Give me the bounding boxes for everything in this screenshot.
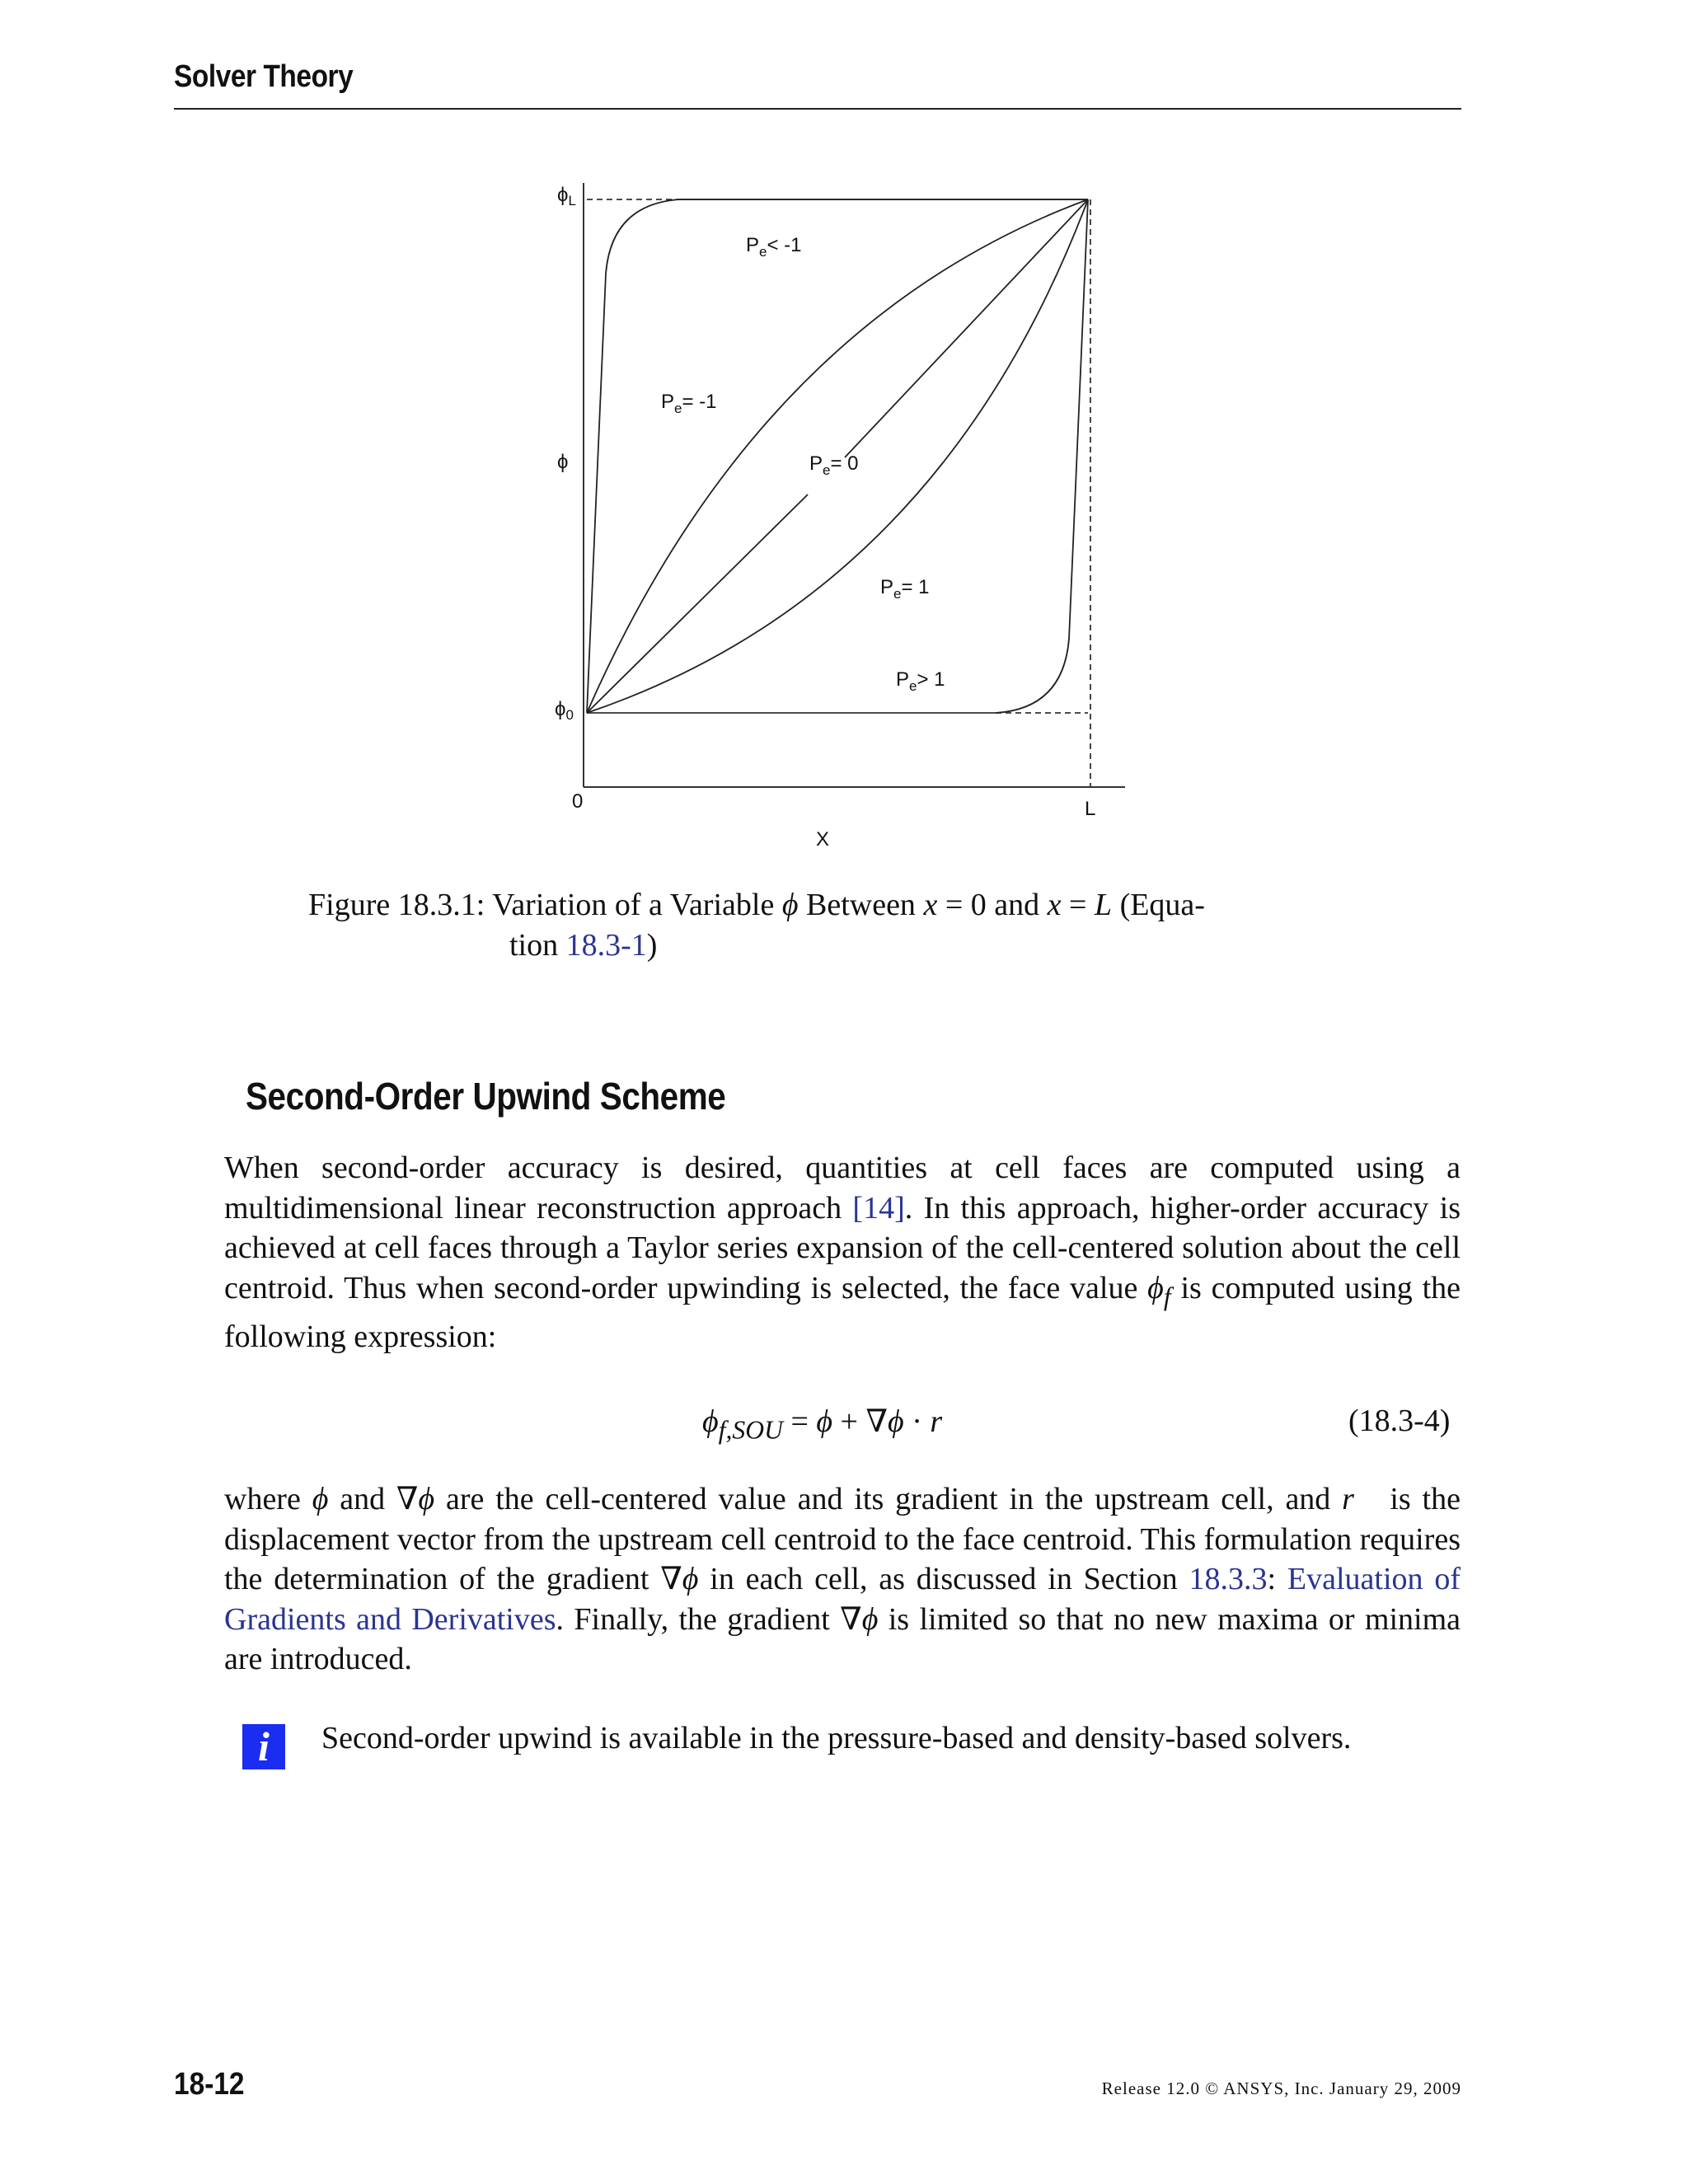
phi-label: ϕ (557, 451, 569, 473)
pe-minus-1-label: $P_e= -1$ (661, 391, 717, 416)
citation-link[interactable]: [14] (852, 1190, 905, 1226)
pe-less-than-minus-1-label: $P_e< -1$ (746, 234, 802, 260)
equation-number: (18.3-4) (1348, 1404, 1451, 1438)
phi-0-label: $\phi_0$ (555, 698, 574, 723)
curve-pe-zero-upper (845, 199, 1088, 457)
curve-labels (661, 234, 945, 694)
section-link-number[interactable]: 18.3.3 (1189, 1562, 1268, 1596)
x-axis-labels (572, 790, 1095, 851)
phi-variation-figure (528, 165, 1170, 865)
pe-greater-than-1-label: $P_e> 1$ (896, 668, 945, 694)
running-head: Solver Theory (174, 59, 354, 94)
equation-link[interactable]: 18.3-1 (565, 928, 647, 963)
pe-zero-label: $P_e= 0$ (809, 452, 859, 478)
note-text: Second-order upwind is available in the pressure-based and density-based solvers. (321, 1721, 1352, 1755)
phi-L-label: $\phi_L$ (557, 184, 576, 209)
guide-lines (587, 199, 1090, 787)
info-icon: i (242, 1724, 285, 1769)
header-rule (174, 108, 1461, 110)
figure-caption-line-1: Figure 18.3.1: Variation of a Variable ϕ Between x = 0 and x = L (Equa- (308, 888, 1205, 922)
x-tick-zero: 0 (572, 790, 584, 813)
footer-release: Release 12.0 © ANSYS, Inc. January 29, 2009 (1101, 2079, 1461, 2098)
x-axis-label: X (816, 828, 830, 851)
section-link-title[interactable]: Evaluation of Gradients and Derivatives (224, 1562, 1461, 1637)
curve-pe-greater-than-1 (996, 199, 1088, 713)
section-title: Second-Order Upwind Scheme (246, 1075, 726, 1118)
y-axis-labels (555, 184, 576, 723)
pe-plus-1-label: $P_e= 1$ (880, 576, 930, 602)
paragraph-where: where ϕ and ∇ϕ are the cell-centered value and its gradient in the upstream cell, and r⃗ is the displacement vector from the upstream cell centroid to the face centroid. This formulation requires the determination of the gradient ∇ϕ in each cell, as discussed in Section 18.3.3: Evaluation of Gradients and Derivatives. Finally, the gradient ∇ϕ is limited so that no new maxima or minima are introduced. (224, 1482, 1461, 1676)
paragraph-second-order: When second-order accuracy is desired, quantities at cell faces are computed using a multidimensional linear reconstruction approach [14]. In this approach, higher-order accuracy is achieved at cell faces through a Taylor series expansion of the cell-centered solution about the cell centroid. Thus when second-order upwinding is selected, the face value $\phi_f$ is computed using the following expression: (224, 1151, 1461, 1354)
curve-pe-zero-lower (587, 494, 808, 713)
figure-caption-line-2: tion 18.3-1) (509, 928, 658, 963)
equation-18-3-4: $\phi_{f,SOU} = \phi + \nabla\phi$ · r⃗ (702, 1404, 967, 1445)
page-number: 18-12 (174, 2067, 245, 2102)
x-tick-L: L (1085, 798, 1096, 820)
